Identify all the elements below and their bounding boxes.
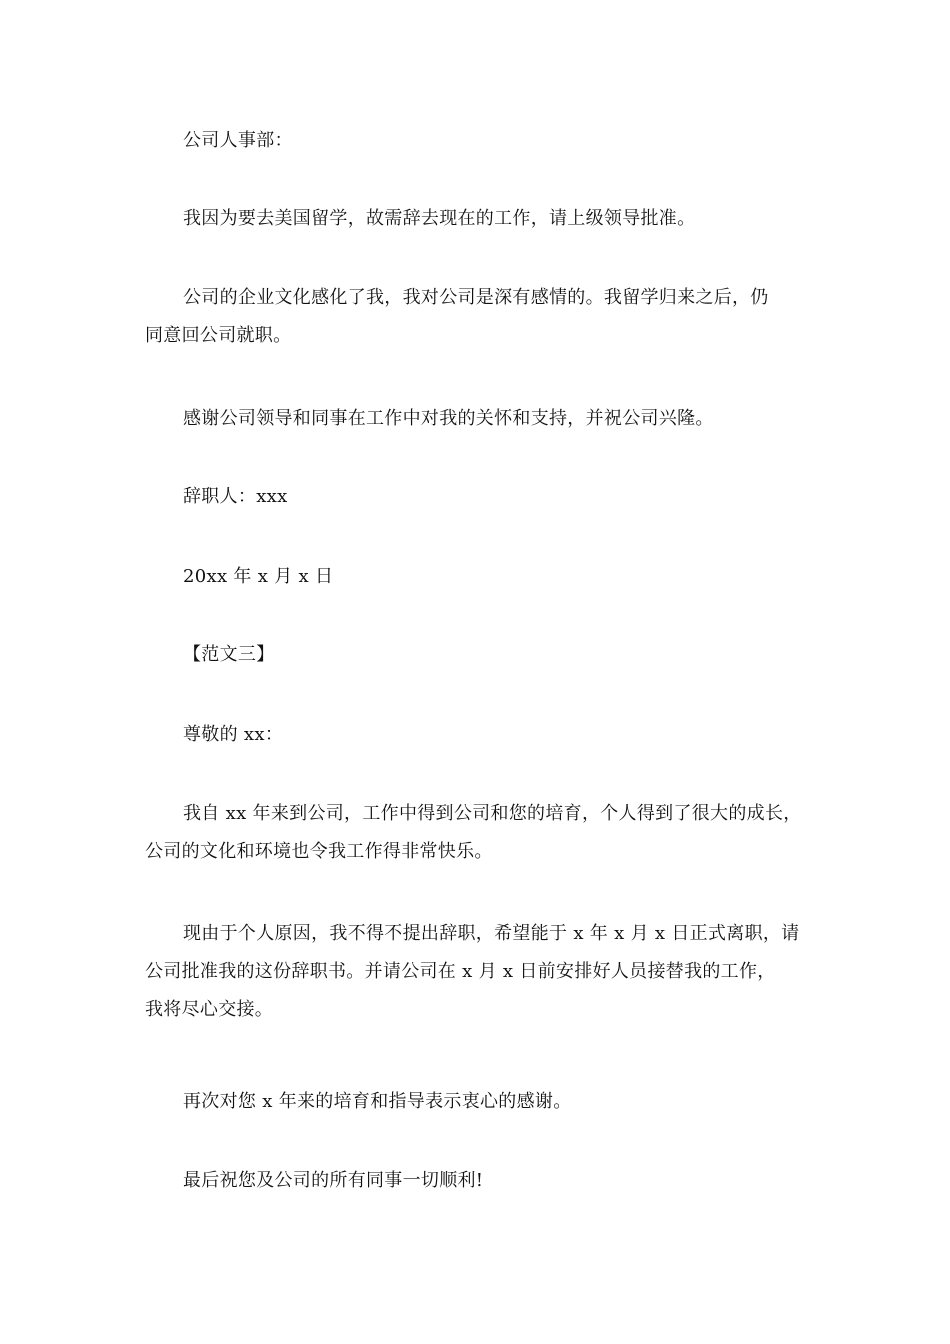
paragraph-reason [145, 200, 815, 238]
paragraph-gratitude [145, 1083, 815, 1121]
paragraph-growth-line-2: 公司的文化和环境也令我工作得非常快乐。 [145, 841, 493, 862]
section-heading [145, 636, 815, 674]
paragraph-thanks [145, 400, 815, 438]
paragraph-culture-line-1: 公司的企业文化感化了我，我对公司是深有感情的。我留学归来之后，仍 [183, 287, 769, 308]
addressee-text: 公司人事部： [183, 130, 293, 151]
signer-text: 辞职人：xxx [183, 486, 288, 507]
letter-date [145, 558, 815, 596]
section-heading-text: 【范文三】 [183, 644, 275, 665]
paragraph-resign-line-3: 我将尽心交接。 [145, 999, 274, 1020]
signer [145, 478, 815, 516]
paragraph-thanks-text: 感谢公司领导和同事在工作中对我的关怀和支持，并祝公司兴隆。 [183, 408, 714, 429]
paragraph-growth [145, 795, 815, 871]
paragraph-culture [145, 279, 815, 355]
paragraph-resign-line-2: 公司批准我的这份辞职书。并请公司在 x 月 x 日前安排好人员接替我的工作， [145, 961, 776, 982]
paragraph-resign [145, 915, 815, 1029]
paragraph-gratitude-text: 再次对您 x 年来的培育和指导表示衷心的感谢。 [183, 1091, 572, 1112]
addressee [145, 122, 815, 160]
paragraph-growth-line-1: 我自 xx 年来到公司，工作中得到公司和您的培育，个人得到了很大的成长， [183, 803, 802, 824]
paragraph-resign-line-1: 现由于个人原因，我不得不提出辞职，希望能于 x 年 x 月 x 日正式离职，请 [183, 923, 800, 944]
paragraph-closing [145, 1162, 815, 1200]
salutation [145, 716, 815, 754]
paragraph-reason-text: 我因为要去美国留学，故需辞去现在的工作，请上级领导批准。 [183, 208, 696, 229]
letter-date-text: 20xx 年 x 月 x 日 [183, 566, 334, 587]
paragraph-culture-line-2: 同意回公司就职。 [145, 325, 292, 346]
salutation-text: 尊敬的 xx： [183, 724, 284, 745]
paragraph-closing-text: 最后祝您及公司的所有同事一切顺利! [183, 1170, 484, 1191]
